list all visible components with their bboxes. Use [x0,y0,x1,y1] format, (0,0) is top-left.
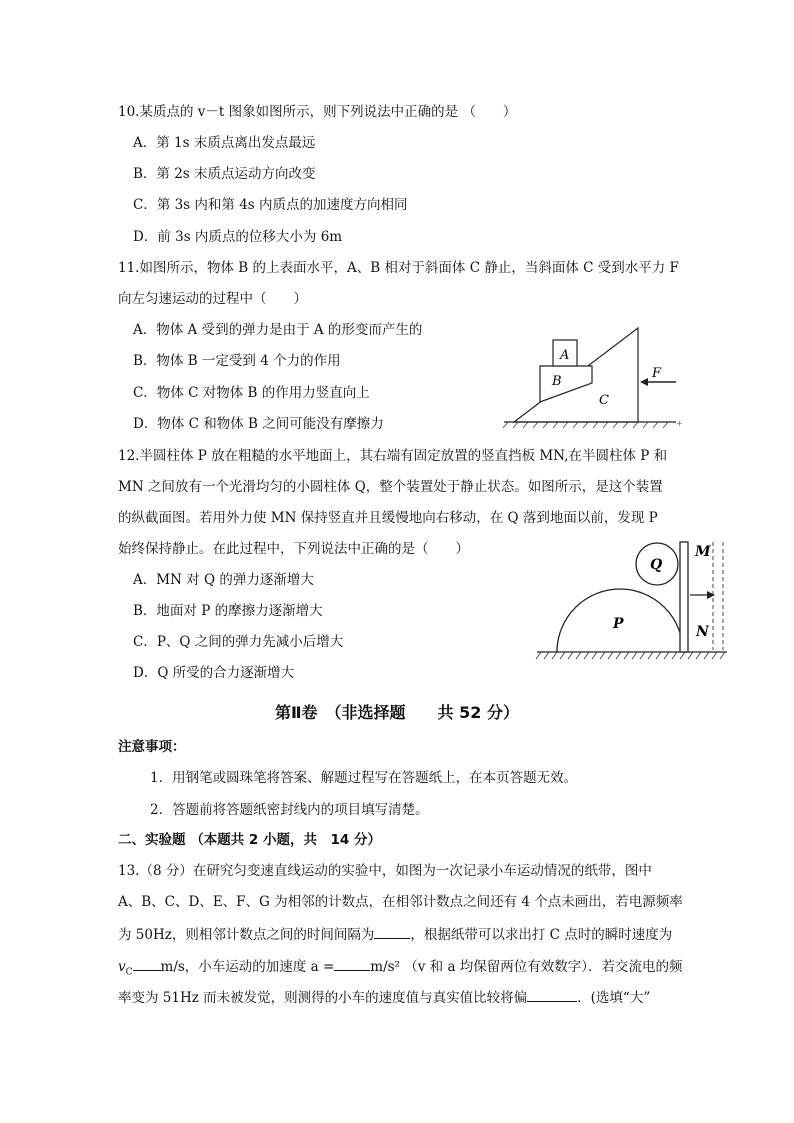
answer-blank-interval[interactable] [374,925,410,939]
label-n: N [696,624,709,640]
q12-stem-line4: 始终保持静止。在此过程中，下列说法中正确的是（ ） [118,541,469,557]
q12-stem-line1: 12.半圆柱体 P 放在粗糙的水平地面上，其右端有固定放置的竖直挡板 MN,在半圆柱体 P 和 [118,448,668,464]
q13-vc-symbol: v [118,959,126,975]
q11-stem-line2: 向左匀速运动的过程中（ ） [118,291,307,307]
svg-text:+: + [676,419,683,428]
q13-line3-b: ，根据纸带可以求出打 C 点时的瞬时速度为 [410,927,673,943]
label-p: P [613,616,624,632]
q10-stem: 10.某质点的 v－t 图象如图所示，则下列说法中正确的是 （ ） [118,104,517,120]
label-a: A [560,348,570,363]
q12-stem-line2: MN 之间放有一个光滑均匀的小圆柱体 Q，整个装置处于静止状态。如图所示，是这个装置 [118,479,663,495]
notes-heading: 注意事项： [118,739,186,755]
q13-line4-c: m/s² （v 和 a 均保留两位有效数字）．若交流电的频 [370,959,683,975]
q12-stem-line3: 的纵截面图。若用外力使 MN 保持竖直并且缓慢地向右移动，在 Q 落到地面以前，发现 P [118,510,658,526]
q13-line2: A、B、C、D、E、F、G 为相邻的计数点，在相邻计数点之间还有 4 个点未画出，若电源频率 [118,894,683,910]
q10-option-c: C．第 3s 内和第 4s 内质点的加速度方向相同 [133,197,408,213]
q12-cylinder-figure [535,538,735,663]
note-1: 1．用钢笔或圆珠笔将答案、解题过程写在答题纸上，在本页答题无效。 [150,770,578,786]
q13-line4-b: m/s，小车运动的加速度 a = [160,959,335,975]
answer-blank-bias[interactable] [527,988,577,1002]
label-c: C [599,393,609,408]
q11-option-b: B．物体 B 一定受到 4 个力的作用 [133,353,341,369]
q13-line5-a: 率变为 51Hz 而未被发觉，则测得的小车的速度值与真实值比较将偏 [118,990,528,1006]
q13-line3 [118,925,672,944]
q12-option-a: A．MN 对 Q 的弹力逐渐增大 [133,572,314,588]
q11-option-c: C．物体 C 对物体 B 的作用力竖直向上 [133,385,370,401]
label-q: Q [650,557,663,573]
q10-option-b: B．第 2s 末质点运动方向改变 [133,166,316,182]
answer-blank-acceleration[interactable] [334,957,370,971]
q13-vc-subscript: C [125,967,133,978]
q13-line5-b: ．(选填“大” [577,990,651,1006]
board-mn [680,542,688,652]
q11-option-a: A．物体 A 受到的弹力是由于 A 的形变而产生的 [133,322,423,338]
section2-title: 第Ⅱ卷 （非选择题 共 52 分） [275,703,519,722]
q12-option-b: B．地面对 P 的摩擦力逐渐增大 [133,603,323,619]
q13-line4 [118,957,683,982]
q10-option-a: A．第 1s 末质点离出发点最远 [133,135,316,151]
label-f: F [652,366,662,381]
q12-option-d: D．Q 所受的合力逐渐增大 [133,665,295,681]
q11-stem-line1: 11.如图所示，物体 B 的上表面水平，A、B 相对于斜面体 C 静止，当斜面体 C 受到水平力 F [118,260,679,276]
q13-line3-a: 为 50Hz，则相邻计数点之间的时间间隔为 [118,927,375,943]
q13-line5 [118,988,650,1007]
q11-option-d: D．物体 C 和物体 B 之间可能没有摩擦力 [133,416,384,432]
block-b [540,366,592,402]
label-b: B [552,374,562,389]
label-m: M [695,544,711,560]
answer-blank-velocity[interactable] [133,957,161,971]
q13-line1: 13.（8 分）在研究匀变速直线运动的实验中，如图为一次记录小车运动情况的纸带，图中 [118,863,652,879]
q11-incline-figure [500,322,690,432]
q12-option-c: C．P、Q 之间的弹力先减小后增大 [133,634,344,650]
note-2: 2．答题前将答题纸密封线内的项目填写清楚。 [150,802,429,818]
experiment-heading: 二、实验题 （本题共 2 小题，共 14 分） [118,832,381,848]
q10-option-d: D．前 3s 内质点的位移大小为 6m [133,229,343,245]
